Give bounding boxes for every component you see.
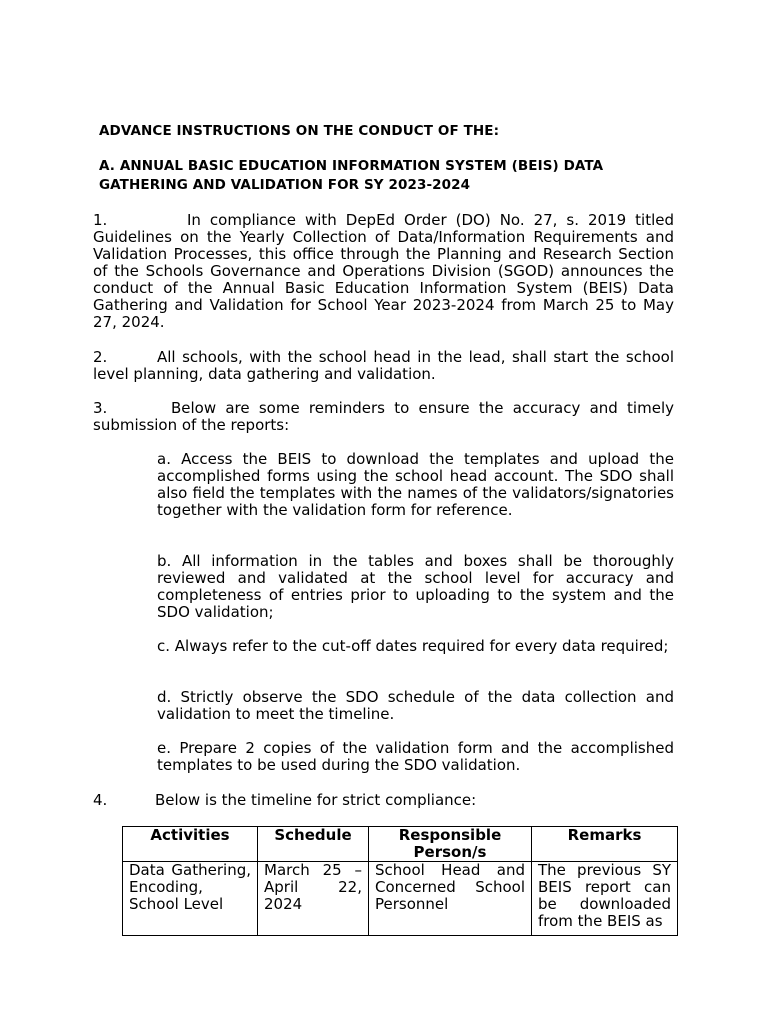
paragraph-2-text: All schools, with the school head in the lead, shall start the school level planning, data gathering and validation. (93, 348, 674, 383)
paragraph-2-number: 2. (93, 348, 108, 366)
reminder-item-a: a. Access the BEIS to download the templates and upload the accomplished forms using the school head account. The SDO shall also field the templates with the names of the validators/signatories together with the validation form for reference. (157, 450, 674, 519)
paragraph-3-number: 3. (93, 399, 108, 417)
section-a-title-line1: A. ANNUAL BASIC EDUCATION INFORMATION SYSTEM (BEIS) DATA (99, 158, 604, 174)
reminder-item-e: e. Prepare 2 copies of the validation form and the accomplished templates to be used during the SDO validation. (157, 739, 674, 774)
reminder-item-d (157, 689, 674, 723)
reminder-item-b: b. All information in the tables and boxes shall be thoroughly reviewed and validated at the school level for accuracy and completeness of entries prior to uploading to the system and the SDO validation; (157, 552, 674, 621)
timeline-table (122, 826, 678, 936)
paragraph-1-number: 1. (93, 211, 108, 229)
cell-schedule: March 25 – April 22, 2024 (258, 862, 369, 936)
reminder-item-d-text: d. Strictly observe the SDO schedule of the data collection and validation to meet the timeline. (157, 688, 674, 723)
paragraph-3-text: Below are some reminders to ensure the accuracy and timely submission of the reports: (93, 399, 674, 434)
cell-remarks: The previous SY BEIS report can be downloaded from the BEIS as (532, 862, 678, 936)
paragraph-1-text: In compliance with DepEd Order (DO) No. 27, s. 2019 titled Guidelines on the Yearly Collection of Data/Information Requirements and Validation Processes, this office through the Planning and Research Section of the Schools Governance and Operations Division (SGOD) announces the conduct of the Annual Basic Education Information System (BEIS) Data Gathering and Validation for School Year 2023-2024 from March 25 to May 27, 2024. (93, 211, 674, 331)
header-activities: Activities (123, 827, 258, 862)
paragraph-4-number: 4. (93, 791, 108, 809)
section-a-title-line2: GATHERING AND VALIDATION FOR SY 2023-2024 (99, 177, 471, 193)
table-row (123, 862, 678, 936)
header-schedule: Schedule (258, 827, 369, 862)
table-header-row (123, 827, 678, 862)
paragraph-4-text: Below is the timeline for strict compliance: (155, 791, 477, 809)
paragraph-1 (93, 212, 674, 331)
header-responsible: Responsible Person/s (369, 827, 532, 862)
cell-responsible: School Head and Concerned School Personnel (369, 862, 532, 936)
header-remarks: Remarks (532, 827, 678, 862)
reminder-item-c: c. Always refer to the cut-off dates required for every data required; (157, 637, 669, 655)
cell-activities: Data Gathering, Encoding, School Level (123, 862, 258, 936)
document-heading: ADVANCE INSTRUCTIONS ON THE CONDUCT OF THE: (99, 123, 500, 139)
paragraph-4 (93, 792, 674, 809)
paragraph-3 (93, 400, 674, 434)
paragraph-2 (93, 349, 674, 383)
